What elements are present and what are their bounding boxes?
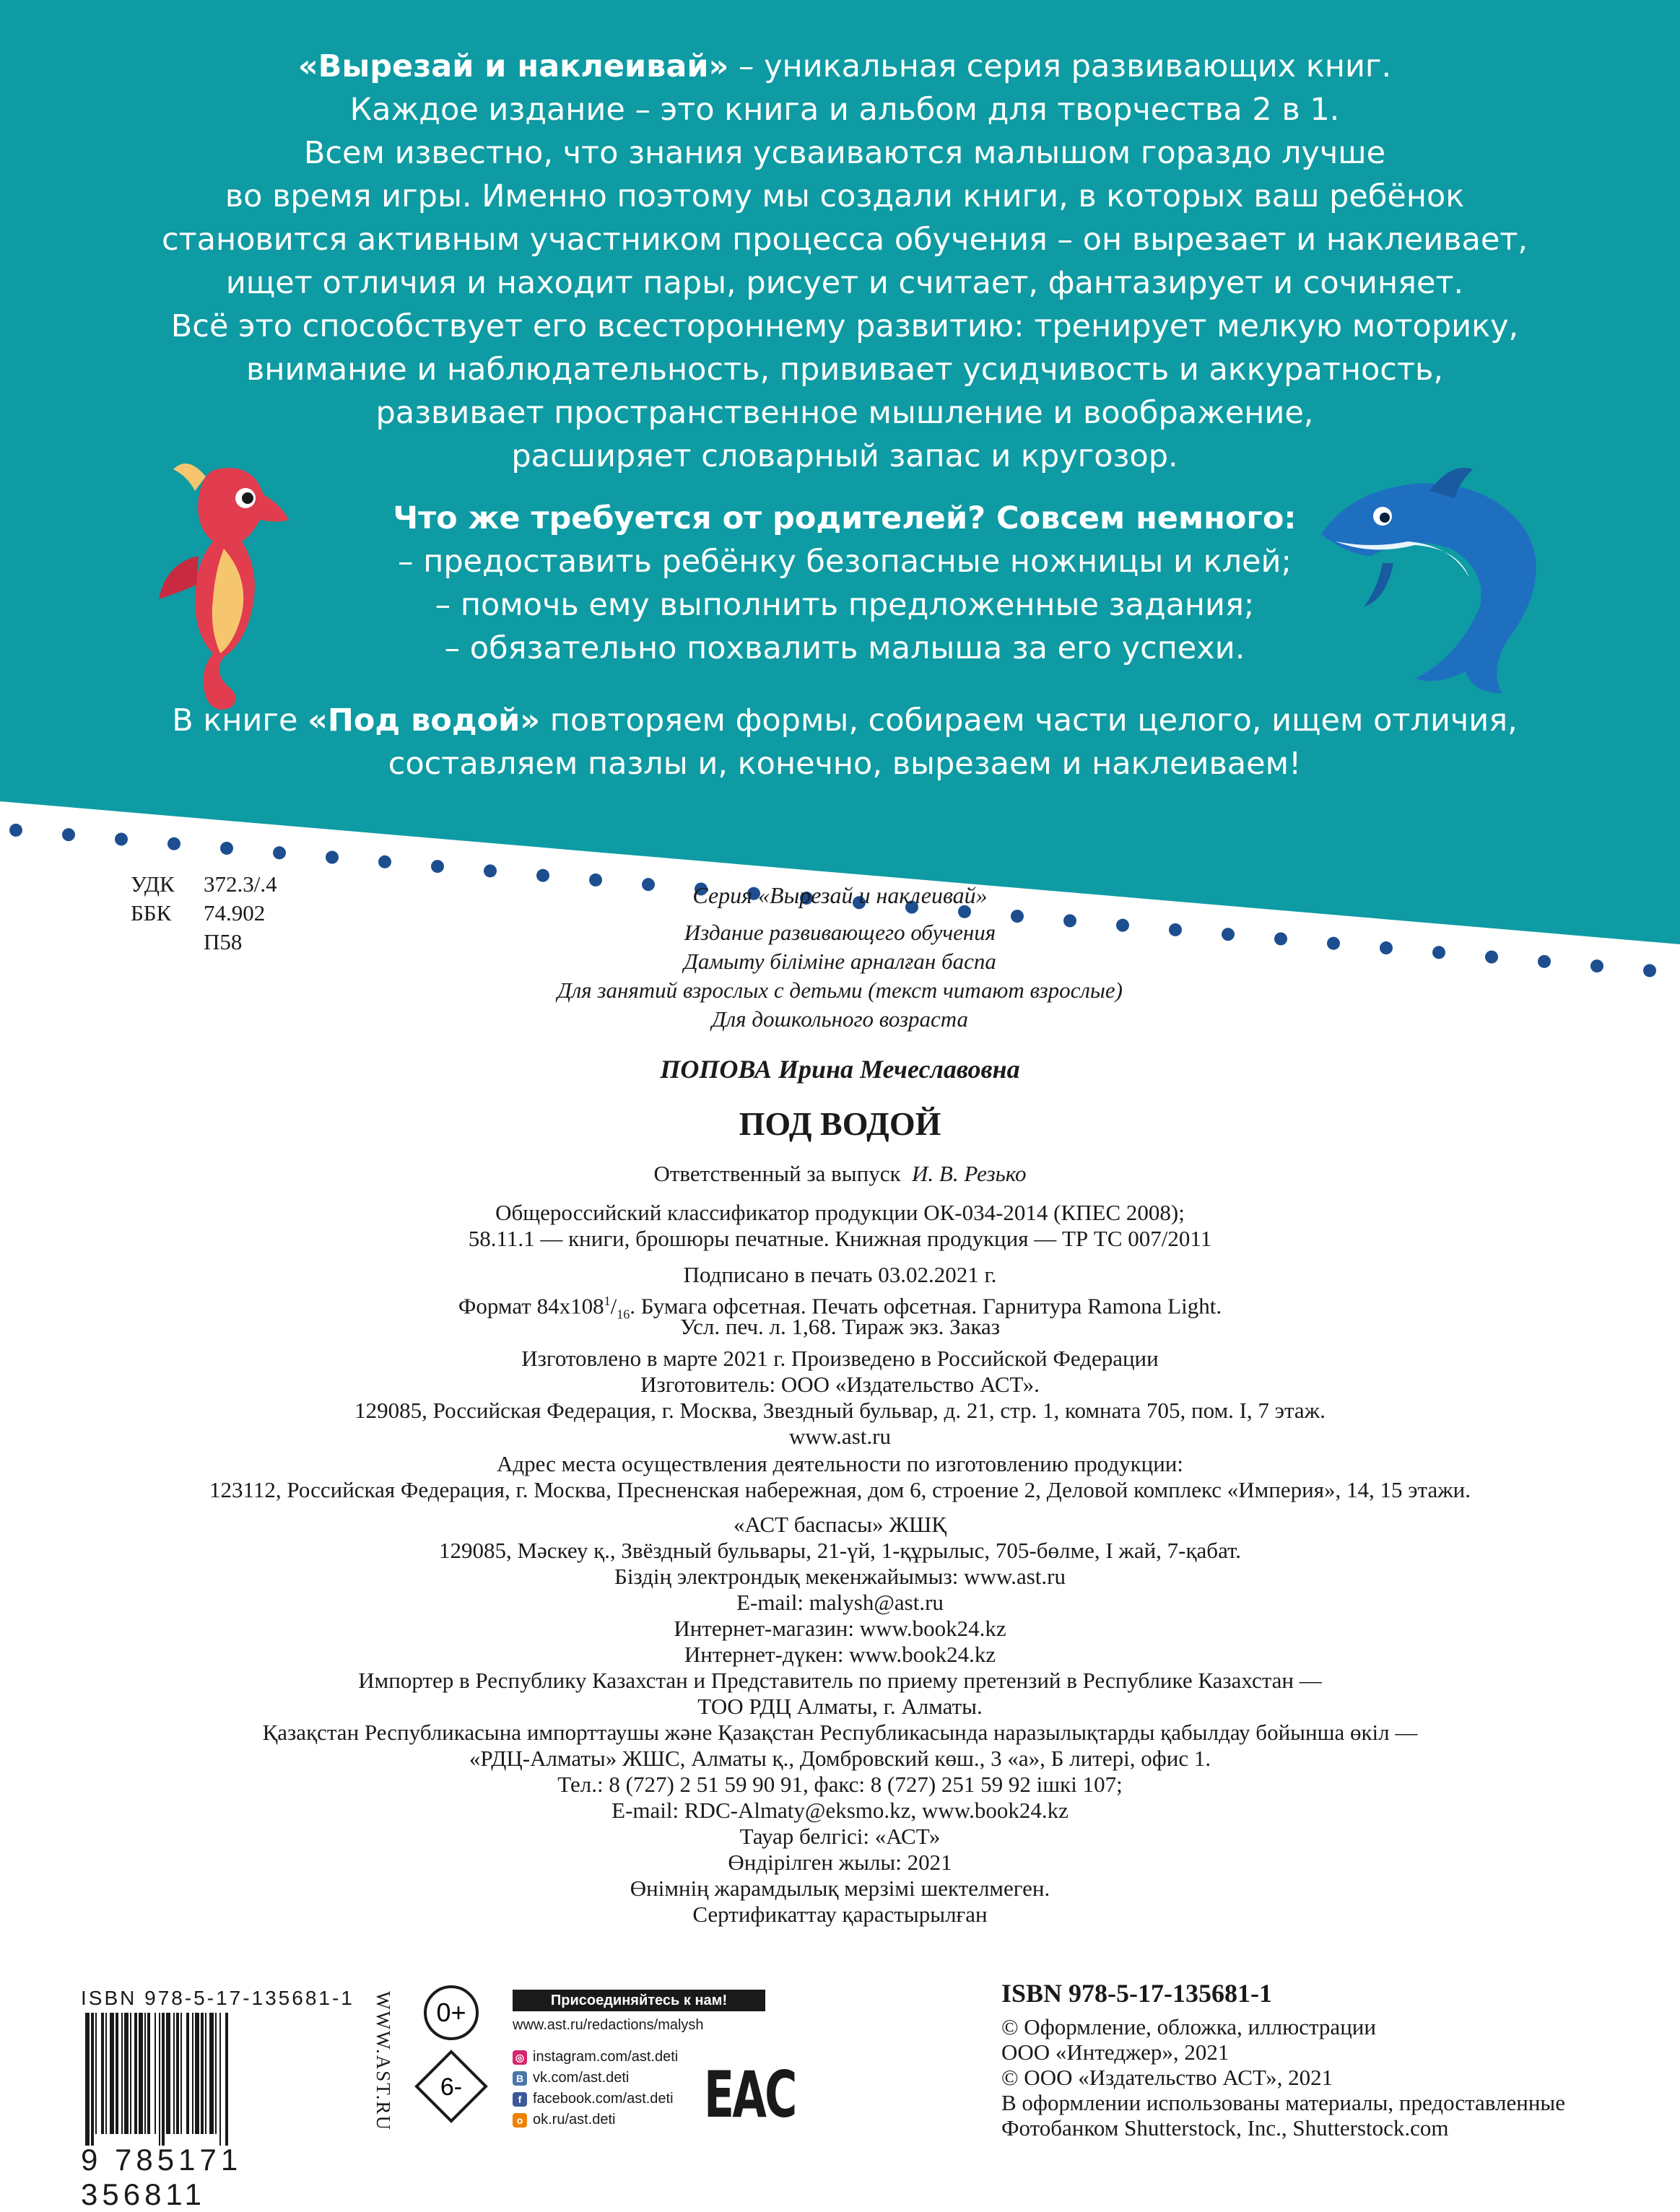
format-rest: . Бумага офсетная. Печать офсетная. Гарнитура Ramona Light.: [630, 1293, 1222, 1319]
bbk-label: ББК: [131, 900, 172, 926]
book-title: ПОД ВОДОЙ: [739, 1105, 941, 1142]
barcode-bar: [176, 2013, 179, 2134]
border-dot: [378, 855, 391, 868]
parents-item: – помочь ему выполнить предложенные задания;: [435, 587, 1255, 623]
intro-line: Каждое издание – это книга и альбом для творчества 2 в 1.: [349, 92, 1340, 128]
barcode-bar: [159, 2013, 160, 2146]
publisher-code: П58: [204, 929, 243, 954]
barcode-digits: 9 785171 356811: [81, 2143, 243, 2211]
manufacture-line: Изготовитель: ООО «Издательство АСТ».: [640, 1372, 1040, 1397]
parents-question-text: Что же требуется от родителей? Совсем немного:: [393, 500, 1297, 536]
barcode-bar: [124, 2013, 129, 2134]
barcode-bar: [101, 2013, 104, 2134]
barcode-bar: [205, 2013, 206, 2134]
copyright-block: [1001, 2014, 1565, 2141]
border-dot: [9, 824, 22, 837]
barcode-bar: [201, 2013, 204, 2134]
barcode-bar: [154, 2013, 156, 2134]
border-dot: [484, 864, 497, 877]
social-link-text: vk.com/ast.deti: [533, 2070, 630, 2086]
border-dot: [220, 842, 233, 855]
format-numerator: 1: [604, 1294, 611, 1308]
bbk-value: 74.902: [204, 900, 266, 926]
imprint-site-link[interactable]: www.ast.ru/redactions/malysh: [513, 2017, 704, 2033]
barcode-bar: [95, 2013, 97, 2134]
border-dot: [273, 846, 286, 859]
kz-line: Өндірілген жылы: 2021: [728, 1850, 952, 1875]
production-address: Адрес места осуществления деятельности по изготовлению продукции:: [496, 1451, 1184, 1476]
barcode-bar: [121, 2013, 123, 2134]
barcode-bar: [116, 2013, 118, 2134]
kz-line: Біздің электрондық мекенжайымыз: www.ast.ru: [614, 1564, 1066, 1589]
manufacture-line: 129085, Российская Федерация, г. Москва, Звездный бульвар, д. 21, стр. 1, комната 705, пом. I, 7 этаж.: [354, 1398, 1326, 1423]
kz-line: Тауар белгісі: «АСТ»: [739, 1824, 941, 1849]
kz-line: Қазақстан Республикасына импорттаушы және Қазақстан Республикасында наразылықтарды қабылдау бойынша өкіл —: [262, 1720, 1418, 1745]
kz-line: E-mail: RDC-Almaty@eksmo.kz, www.book24.kz: [611, 1798, 1069, 1823]
barcode-bar: [173, 2013, 175, 2134]
barcode-bar: [215, 2013, 217, 2134]
age-rating-text: 0+: [436, 1998, 466, 2027]
publisher-site: www.ast.ru: [789, 1424, 891, 1449]
audience-note: Для занятий взрослых с детьми (текст читают взрослые): [557, 977, 1123, 1003]
barcode-bar: [192, 2013, 193, 2134]
book-line-prefix: В книге: [172, 702, 308, 739]
series-name: «Вырезай и наклеивай»: [297, 48, 729, 84]
age-rating-0-badge: [422, 1984, 480, 2042]
barcode-bar: [130, 2013, 131, 2134]
book-description-line: составляем пазлы и, конечно, вырезаем и наклеиваем!: [388, 746, 1302, 782]
barcode-bar: [110, 2013, 114, 2134]
intro-line: внимание и наблюдательность, прививает усидчивость и аккуратность,: [246, 352, 1443, 388]
social-link-text: instagram.com/ast.deti: [533, 2049, 679, 2065]
parents-item: – предоставить ребёнку безопасные ножницы и клей;: [398, 544, 1292, 580]
parents-item: – обязательно похвалить малыша за его успехи.: [444, 630, 1245, 666]
copyright-line: © ООО «Издательство АСТ», 2021: [1001, 2065, 1333, 2090]
intro-line: ищет отличия и находит пары, рисует и считает, фантазирует и сочиняет.: [225, 265, 1464, 301]
odnoklassniki-icon: o: [513, 2113, 527, 2128]
border-dot: [115, 832, 128, 845]
social-link-text: facebook.com/ast.deti: [533, 2091, 674, 2107]
barcode-bar: [134, 2013, 137, 2134]
edition-type: Издание развивающего обучения: [684, 920, 996, 945]
barcode-bar: [180, 2013, 182, 2134]
kz-line: «РДЦ-Алматы» ЖШС, Алматы қ., Домбровский көш., 3 «а», Б литері, офис 1.: [469, 1746, 1211, 1771]
copyright-line: © Оформление, обложка, иллюстрации: [1001, 2014, 1376, 2039]
copyright-line: ООО «Интеджер», 2021: [1001, 2039, 1229, 2065]
kz-line: ТОО РДЦ Алматы, г. Алматы.: [697, 1694, 983, 1719]
book-description: [130, 699, 1559, 785]
intro-line-rest: – уникальная серия развивающих книг.: [728, 48, 1392, 84]
kz-line: Сертификаттау қарастырылған: [692, 1902, 988, 1927]
intro-line: Всё это способствует его всестороннему развитию: тренирует мелкую моторику,: [170, 308, 1519, 344]
barcode: [81, 2013, 355, 2146]
kz-line: Интернет-дүкен: www.book24.kz: [684, 1642, 996, 1667]
kz-line: Импортер в Республику Казахстан и Представитель по приему претензий в Республике Казахстан —: [358, 1668, 1322, 1693]
barcode-bar: [105, 2013, 107, 2134]
responsible-name: И. В. Резько: [912, 1161, 1027, 1186]
join-banner: Присоединяйтесь к нам!: [513, 1990, 765, 2011]
barcode-bar: [147, 2013, 150, 2134]
parents-question: [130, 497, 1559, 540]
author-name: ПОПОВА Ирина Мечеславовна: [660, 1055, 1020, 1084]
format-denominator: 16: [617, 1307, 630, 1322]
border-dot: [326, 851, 339, 864]
barcode-bar: [195, 2013, 199, 2134]
isbn: ISBN 978-5-17-135681-1: [1001, 1979, 1272, 2008]
barcode-bar: [186, 2013, 189, 2134]
intro-line: становится активным участником процесса обучения – он вырезает и наклеивает,: [161, 222, 1528, 258]
book-description-line: [130, 699, 1559, 742]
classifier-line: 58.11.1 — книги, брошюры печатные. Книжная продукция — ТР ТС 007/2011: [468, 1226, 1212, 1251]
instagram-icon: ◎: [513, 2050, 527, 2065]
kz-line: E-mail: malysh@ast.ru: [736, 1590, 944, 1615]
barcode-bar: [162, 2013, 165, 2146]
border-dot: [431, 860, 444, 873]
series-line: Серия «Вырезай и наклеивай»: [692, 882, 988, 908]
parents-block: [130, 497, 1559, 670]
book-line-rest: повторяем формы, собираем части целого, ищем отличия,: [540, 702, 1518, 739]
udk-label: УДК: [131, 871, 175, 897]
border-dot: [167, 837, 180, 850]
kz-line: «АСТ баспасы» ЖШҚ: [734, 1512, 946, 1537]
kz-line: Өнімнің жарамдылық мерзімі шектелмеген.: [630, 1876, 1050, 1901]
barcode-bar: [91, 2013, 94, 2146]
signed-date: Подписано в печать 03.02.2021 г.: [683, 1262, 997, 1287]
barcode-bar: [144, 2013, 146, 2134]
age-group-badge: [414, 2049, 489, 2124]
manufacture-line: Изготовлено в марте 2021 г. Произведено в Российской Федерации: [521, 1346, 1159, 1371]
age-note: Для дошкольного возраста: [711, 1006, 969, 1032]
format-prefix: Формат 84x108: [458, 1293, 604, 1319]
barcode-block: [81, 1987, 355, 2212]
age-group-text: 6-: [440, 2073, 463, 2101]
social-link-text: ok.ru/ast.deti: [533, 2112, 616, 2128]
production-address: 123112, Российская Федерация, г. Москва, Пресненская набережная, дом 6, строение 2, Деловой комплекс «Империя», 14, 15 этажи.: [209, 1477, 1471, 1502]
responsible-label: Ответственный за выпуск: [653, 1161, 901, 1186]
intro-line: расширяет словарный запас и кругозор.: [511, 438, 1178, 474]
border-dot: [62, 828, 75, 841]
kz-line: Интернет-магазин: www.book24.kz: [674, 1616, 1006, 1641]
kz-line: Тел.: 8 (727) 2 51 59 90 91, факс: 8 (727) 251 59 92 ішкі 107;: [557, 1772, 1123, 1797]
intro-line: во время игры. Именно поэтому мы создали книги, в которых ваш ребёнок: [225, 178, 1465, 214]
barcode-bar: [166, 2013, 170, 2134]
classifier-line: Общероссийский классификатор продукции ОК-034-2014 (КПЕС 2008);: [495, 1200, 1185, 1225]
series-description: [130, 45, 1559, 478]
edition-type-kz: Дамыту біліміне арналған баспа: [684, 949, 996, 974]
intro-line: Всем известно, что знания усваиваются малышом гораздо лучше: [303, 135, 1386, 171]
vk-icon: B: [513, 2071, 527, 2086]
book-line-title: «Под водой»: [308, 702, 541, 739]
print-run: Усл. печ. л. 1,68. Тираж экз. Заказ: [679, 1314, 1001, 1339]
barcode-bar: [225, 2013, 228, 2146]
responsible-line: [0, 1159, 1680, 1188]
facebook-icon: f: [513, 2092, 527, 2107]
eac-conformity-mark: EAC: [704, 2058, 796, 2132]
vertical-site-url: WWW.AST.RU: [373, 1991, 394, 2131]
copyright-line: В оформлении использованы материалы, предоставленные: [1001, 2090, 1566, 2115]
kz-line: 129085, Мәскеу қ., Звёздный бульвары, 21-үй, 1-құрылыс, 705-бөлме, I жай, 7-қабат.: [438, 1538, 1242, 1563]
barcode-bar: [139, 2013, 143, 2134]
format-line: Формат $84x108^1/_{16}$. Бумага офсетная. Печать офсетная. Гарнитура Ramona Light.: [458, 1293, 1222, 1322]
barcode-bar: [85, 2013, 90, 2146]
intro-line: [130, 45, 1559, 88]
border-dot: [536, 869, 549, 882]
barcode-bar: [219, 2013, 221, 2146]
copyright-line: Фотобанком Shutterstock, Inc., Shutterstock.com: [1001, 2115, 1449, 2141]
udk-value: 372.3/.4: [204, 871, 277, 897]
barcode-isbn: ISBN 978-5-17-135681-1: [81, 1987, 354, 2009]
barcode-bar: [209, 2013, 214, 2134]
intro-line: развивает пространственное мышление и воображение,: [375, 395, 1314, 431]
